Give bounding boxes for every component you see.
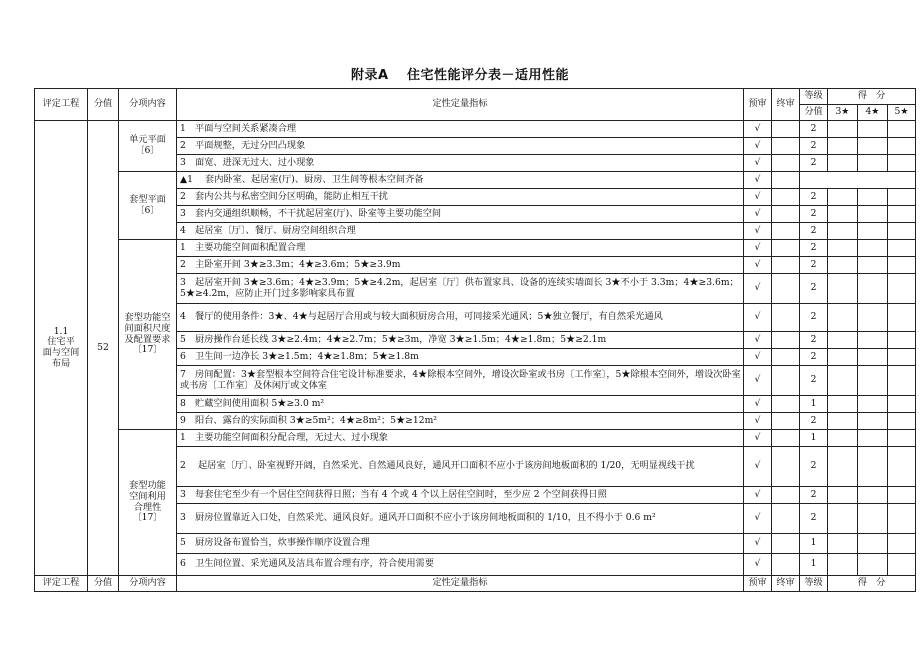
final-review-cell (772, 332, 800, 349)
score-star3 (828, 138, 858, 155)
group-name: 套型功能 (129, 480, 166, 492)
grade-score: 2 (800, 206, 828, 223)
score-star3 (828, 349, 858, 366)
indicator-text: 2 平面规整，无过分凹凸现象 (177, 138, 744, 155)
score-star4 (858, 504, 888, 534)
project-score: 52 (88, 121, 119, 576)
score-star4 (858, 534, 888, 554)
final-review-cell (772, 121, 800, 138)
grade-score: 1 (800, 430, 828, 447)
score-star3 (828, 487, 858, 504)
grade-score: 1 (800, 554, 828, 576)
grade-score: 2 (800, 487, 828, 504)
score-star3 (828, 430, 858, 447)
final-review-cell (772, 366, 800, 396)
score-star3 (828, 534, 858, 554)
indicator-text: 6 卫生间位置、采光通风及洁具布置合理有序，符合使用需要 (177, 554, 744, 576)
project-code: 1.1 (53, 325, 69, 337)
score-star3 (828, 366, 858, 396)
group-score: 〔17〕 (132, 512, 163, 524)
group-name: 单元平面 (129, 134, 166, 146)
pre-review-check: √ (744, 172, 772, 189)
grade-score: 2 (800, 447, 828, 487)
final-review-cell (772, 430, 800, 447)
footer-subitem: 分项内容 (119, 576, 177, 592)
indicator-text: 2 套内公共与私密空间分区明确，能防止相互干扰 (177, 189, 744, 206)
final-review-cell (772, 274, 800, 304)
score-star5 (888, 504, 916, 534)
score-star5 (888, 257, 916, 274)
score-star3 (828, 413, 858, 430)
final-review-cell (772, 487, 800, 504)
pre-review-check: √ (744, 534, 772, 554)
indicator-text: 1 主要功能空间面积配置合理 (177, 240, 744, 257)
score-star5 (888, 189, 916, 206)
score-star3 (828, 504, 858, 534)
grade-score: 2 (800, 121, 828, 138)
project-name-line1: 住宅平 (47, 336, 75, 348)
final-review-cell (772, 138, 800, 155)
score-star5 (888, 206, 916, 223)
final-review-cell (772, 172, 800, 189)
grade-score: 1 (800, 534, 828, 554)
indicator-text: 3 起居室开间 3★≥3.6m；4★≥3.9m；5★≥4.2m，起居室〔厅〕供布置家具、设备的连续实墙面长 3★不小于 3.3m；4★≥3.6m；5★≥4.2m，应防止开门过多影响家具布置 (177, 274, 744, 304)
pre-review-check: √ (744, 155, 772, 172)
pre-review-check: √ (744, 349, 772, 366)
group-name: 套型平面 (129, 193, 166, 205)
pre-review-check: √ (744, 413, 772, 430)
evaluation-table (34, 88, 916, 592)
group-cell-space-use (119, 430, 177, 576)
pre-review-check: √ (744, 206, 772, 223)
footer-pre-review: 预审 (744, 576, 772, 592)
grade-score: 2 (800, 257, 828, 274)
score-star4 (858, 304, 888, 332)
indicator-text: 3 厨房位置靠近入口处，自然采光、通风良好。通风开口面积不应小于该房间地板面积的 1/10，且不得小于 0.6 m² (177, 504, 744, 534)
grade-score: 2 (800, 189, 828, 206)
grade-score-merged (800, 172, 916, 189)
grade-score: 2 (800, 304, 828, 332)
score-star4 (858, 396, 888, 413)
pre-review-check: √ (744, 487, 772, 504)
score-star5 (888, 349, 916, 366)
score-star4 (858, 274, 888, 304)
pre-review-check: √ (744, 366, 772, 396)
score-star5 (888, 554, 916, 576)
score-star3 (828, 189, 858, 206)
group-name: 及配置要求 (124, 333, 171, 345)
final-review-cell (772, 206, 800, 223)
score-star5 (888, 155, 916, 172)
score-star5 (888, 223, 916, 240)
score-star3 (828, 155, 858, 172)
footer-indicator: 定性定量指标 (177, 576, 744, 592)
footer-project: 评定工程 (35, 576, 88, 592)
score-star4 (858, 430, 888, 447)
group-name: 套型功能空 (124, 312, 171, 324)
grade-score: 2 (800, 366, 828, 396)
indicator-text: 3 面宽、进深无过大、过小现象 (177, 155, 744, 172)
score-star3 (828, 206, 858, 223)
header-score: 分值 (88, 89, 119, 121)
final-review-cell (772, 413, 800, 430)
final-review-cell (772, 155, 800, 172)
indicator-text: 5 厨房操作台延长线 3★≥2.4m；4★≥2.7m；5★≥3m，净宽 3★≥1.5m；4★≥1.8m；5★≥2.1m (177, 332, 744, 349)
score-star5 (888, 447, 916, 487)
pre-review-check: √ (744, 447, 772, 487)
final-review-cell (772, 504, 800, 534)
indicator-text: 7 房间配置：3★套型根本空间符合住宅设计标准要求，4★除根本空间外，增设次卧室或书房〔工作室〕，5★除根本空间外，增设次卧室或书房〔工作室〕及休闲厅或文体室 (177, 366, 744, 396)
indicator-text: 6 卫生间一边净长 3★≥1.5m；4★≥1.8m；5★≥1.8m (177, 349, 744, 366)
group-score: 〔6〕 (135, 204, 160, 216)
header-project: 评定工程 (35, 89, 88, 121)
indicator-text: 2 起居室〔厅〕、卧室视野开阔，自然采光、自然通风良好，通风开口面积不应小于该房间地板面积的 1/20，无明显视线干扰 (177, 447, 744, 487)
indicator-text: 5 厨房设备布置恰当，炊事操作顺序设置合理 (177, 534, 744, 554)
header-grade-score: 分值 (800, 105, 828, 121)
indicator-text: 3 每套住宅至少有一个居住空间获得日照；当有 4 个或 4 个以上居住空间时，至少应 2 个空间获得日照 (177, 487, 744, 504)
pre-review-check: √ (744, 504, 772, 534)
score-star3 (828, 396, 858, 413)
score-star5 (888, 138, 916, 155)
score-star3 (828, 223, 858, 240)
project-name-line3: 布局 (51, 357, 71, 369)
pre-review-check: √ (744, 223, 772, 240)
header-indicator: 定性定量指标 (177, 89, 744, 121)
final-review-cell (772, 189, 800, 206)
score-star4 (858, 349, 888, 366)
table-row (35, 240, 916, 257)
grade-score: 1 (800, 396, 828, 413)
indicator-text: 8 贮藏空间使用面积 5★≥3.0 m² (177, 396, 744, 413)
pre-review-check: √ (744, 257, 772, 274)
score-star4 (858, 447, 888, 487)
grade-score: 2 (800, 413, 828, 430)
header-obtained: 得 分 (828, 89, 916, 105)
score-star5 (888, 487, 916, 504)
score-star3 (828, 447, 858, 487)
grade-score: 2 (800, 223, 828, 240)
score-star3 (828, 257, 858, 274)
indicator-text: ▲1 套内卧室、起居室(厅)、厨房、卫生间等根本空间齐备 (177, 172, 744, 189)
footer-header-row (35, 576, 916, 592)
pre-review-check: √ (744, 138, 772, 155)
header-final-review: 终审 (772, 89, 800, 121)
table-row (35, 121, 916, 138)
indicator-text: 2 主卧室开间 3★≥3.3m；4★≥3.6m；5★≥3.9m (177, 257, 744, 274)
group-score: 〔17〕 (132, 344, 163, 356)
table-row (35, 172, 916, 189)
grade-score: 2 (800, 240, 828, 257)
indicator-text: 4 起居室〔厅〕、餐厅、厨房空间组织合理 (177, 223, 744, 240)
grade-score: 2 (800, 332, 828, 349)
final-review-cell (772, 223, 800, 240)
final-review-cell (772, 257, 800, 274)
header-pre-review: 预审 (744, 89, 772, 121)
grade-score: 2 (800, 155, 828, 172)
project-cell (35, 121, 88, 576)
score-star5 (888, 332, 916, 349)
group-name: 合理性 (133, 501, 162, 513)
score-star4 (858, 332, 888, 349)
group-name: 间面积尺度 (124, 322, 171, 334)
score-star4 (858, 223, 888, 240)
footer-grade: 等级 (800, 576, 828, 592)
score-star5 (888, 413, 916, 430)
score-star3 (828, 240, 858, 257)
score-star4 (858, 554, 888, 576)
grade-score: 2 (800, 349, 828, 366)
footer-final-review: 终审 (772, 576, 800, 592)
footer-obtained: 得 分 (828, 576, 916, 592)
group-name: 空间利用 (129, 490, 166, 502)
final-review-cell (772, 447, 800, 487)
final-review-cell (772, 534, 800, 554)
final-review-cell (772, 349, 800, 366)
score-star3 (828, 304, 858, 332)
footer-score: 分值 (88, 576, 119, 592)
score-star5 (888, 121, 916, 138)
score-star5 (888, 430, 916, 447)
pre-review-check: √ (744, 189, 772, 206)
pre-review-check: √ (744, 304, 772, 332)
pre-review-check: √ (744, 396, 772, 413)
header-subitem: 分项内容 (119, 89, 177, 121)
header-grade: 等级 (800, 89, 828, 105)
score-star5 (888, 366, 916, 396)
final-review-cell (772, 304, 800, 332)
pre-review-check: √ (744, 121, 772, 138)
grade-score: 2 (800, 504, 828, 534)
indicator-text: 3 套内交通组织顺畅，不干扰起居室(厅)、卧室等主要功能空间 (177, 206, 744, 223)
page-title: 附录A 住宅性能评分表－适用性能 (350, 68, 570, 83)
indicator-text: 1 主要功能空间面积分配合理，无过大、过小现象 (177, 430, 744, 447)
score-star4 (858, 155, 888, 172)
indicator-text: 9 阳台、露台的实际面积 3★≥5m²；4★≥8m²；5★≥12m² (177, 413, 744, 430)
score-star5 (888, 274, 916, 304)
pre-review-check: √ (744, 430, 772, 447)
header-row-1 (35, 89, 916, 105)
score-star4 (858, 257, 888, 274)
score-star5 (888, 534, 916, 554)
final-review-cell (772, 554, 800, 576)
score-star3 (828, 274, 858, 304)
score-star4 (858, 138, 888, 155)
group-cell-unit-plan (119, 121, 177, 172)
score-star4 (858, 121, 888, 138)
score-star4 (858, 206, 888, 223)
pre-review-check: √ (744, 240, 772, 257)
grade-score: 2 (800, 138, 828, 155)
pre-review-check: √ (744, 332, 772, 349)
pre-review-check: √ (744, 554, 772, 576)
pre-review-check: √ (744, 274, 772, 304)
header-star4: 4★ (858, 105, 888, 121)
score-star3 (828, 121, 858, 138)
final-review-cell (772, 396, 800, 413)
header-star5: 5★ (888, 105, 916, 121)
score-star5 (888, 240, 916, 257)
indicator-text: 1 平面与空间关系紧凑合理 (177, 121, 744, 138)
header-star3: 3★ (828, 105, 858, 121)
table-row (35, 430, 916, 447)
score-star4 (858, 413, 888, 430)
group-cell-suite-plan (119, 172, 177, 240)
score-star3 (828, 332, 858, 349)
grade-score: 2 (800, 274, 828, 304)
score-star3 (828, 554, 858, 576)
score-star5 (888, 396, 916, 413)
indicator-text: 4 餐厅的使用条件：3★、4★与起居厅合用或与较大面积厨房合用，可同接采光通风；5★独立餐厅，有自然采光通风 (177, 304, 744, 332)
project-name-line2: 面与空间 (42, 347, 80, 358)
final-review-cell (772, 240, 800, 257)
score-star4 (858, 240, 888, 257)
score-star4 (858, 366, 888, 396)
group-cell-space-size (119, 240, 177, 430)
score-star4 (858, 487, 888, 504)
group-score: 〔6〕 (135, 145, 160, 156)
score-star4 (858, 189, 888, 206)
score-star5 (888, 304, 916, 332)
